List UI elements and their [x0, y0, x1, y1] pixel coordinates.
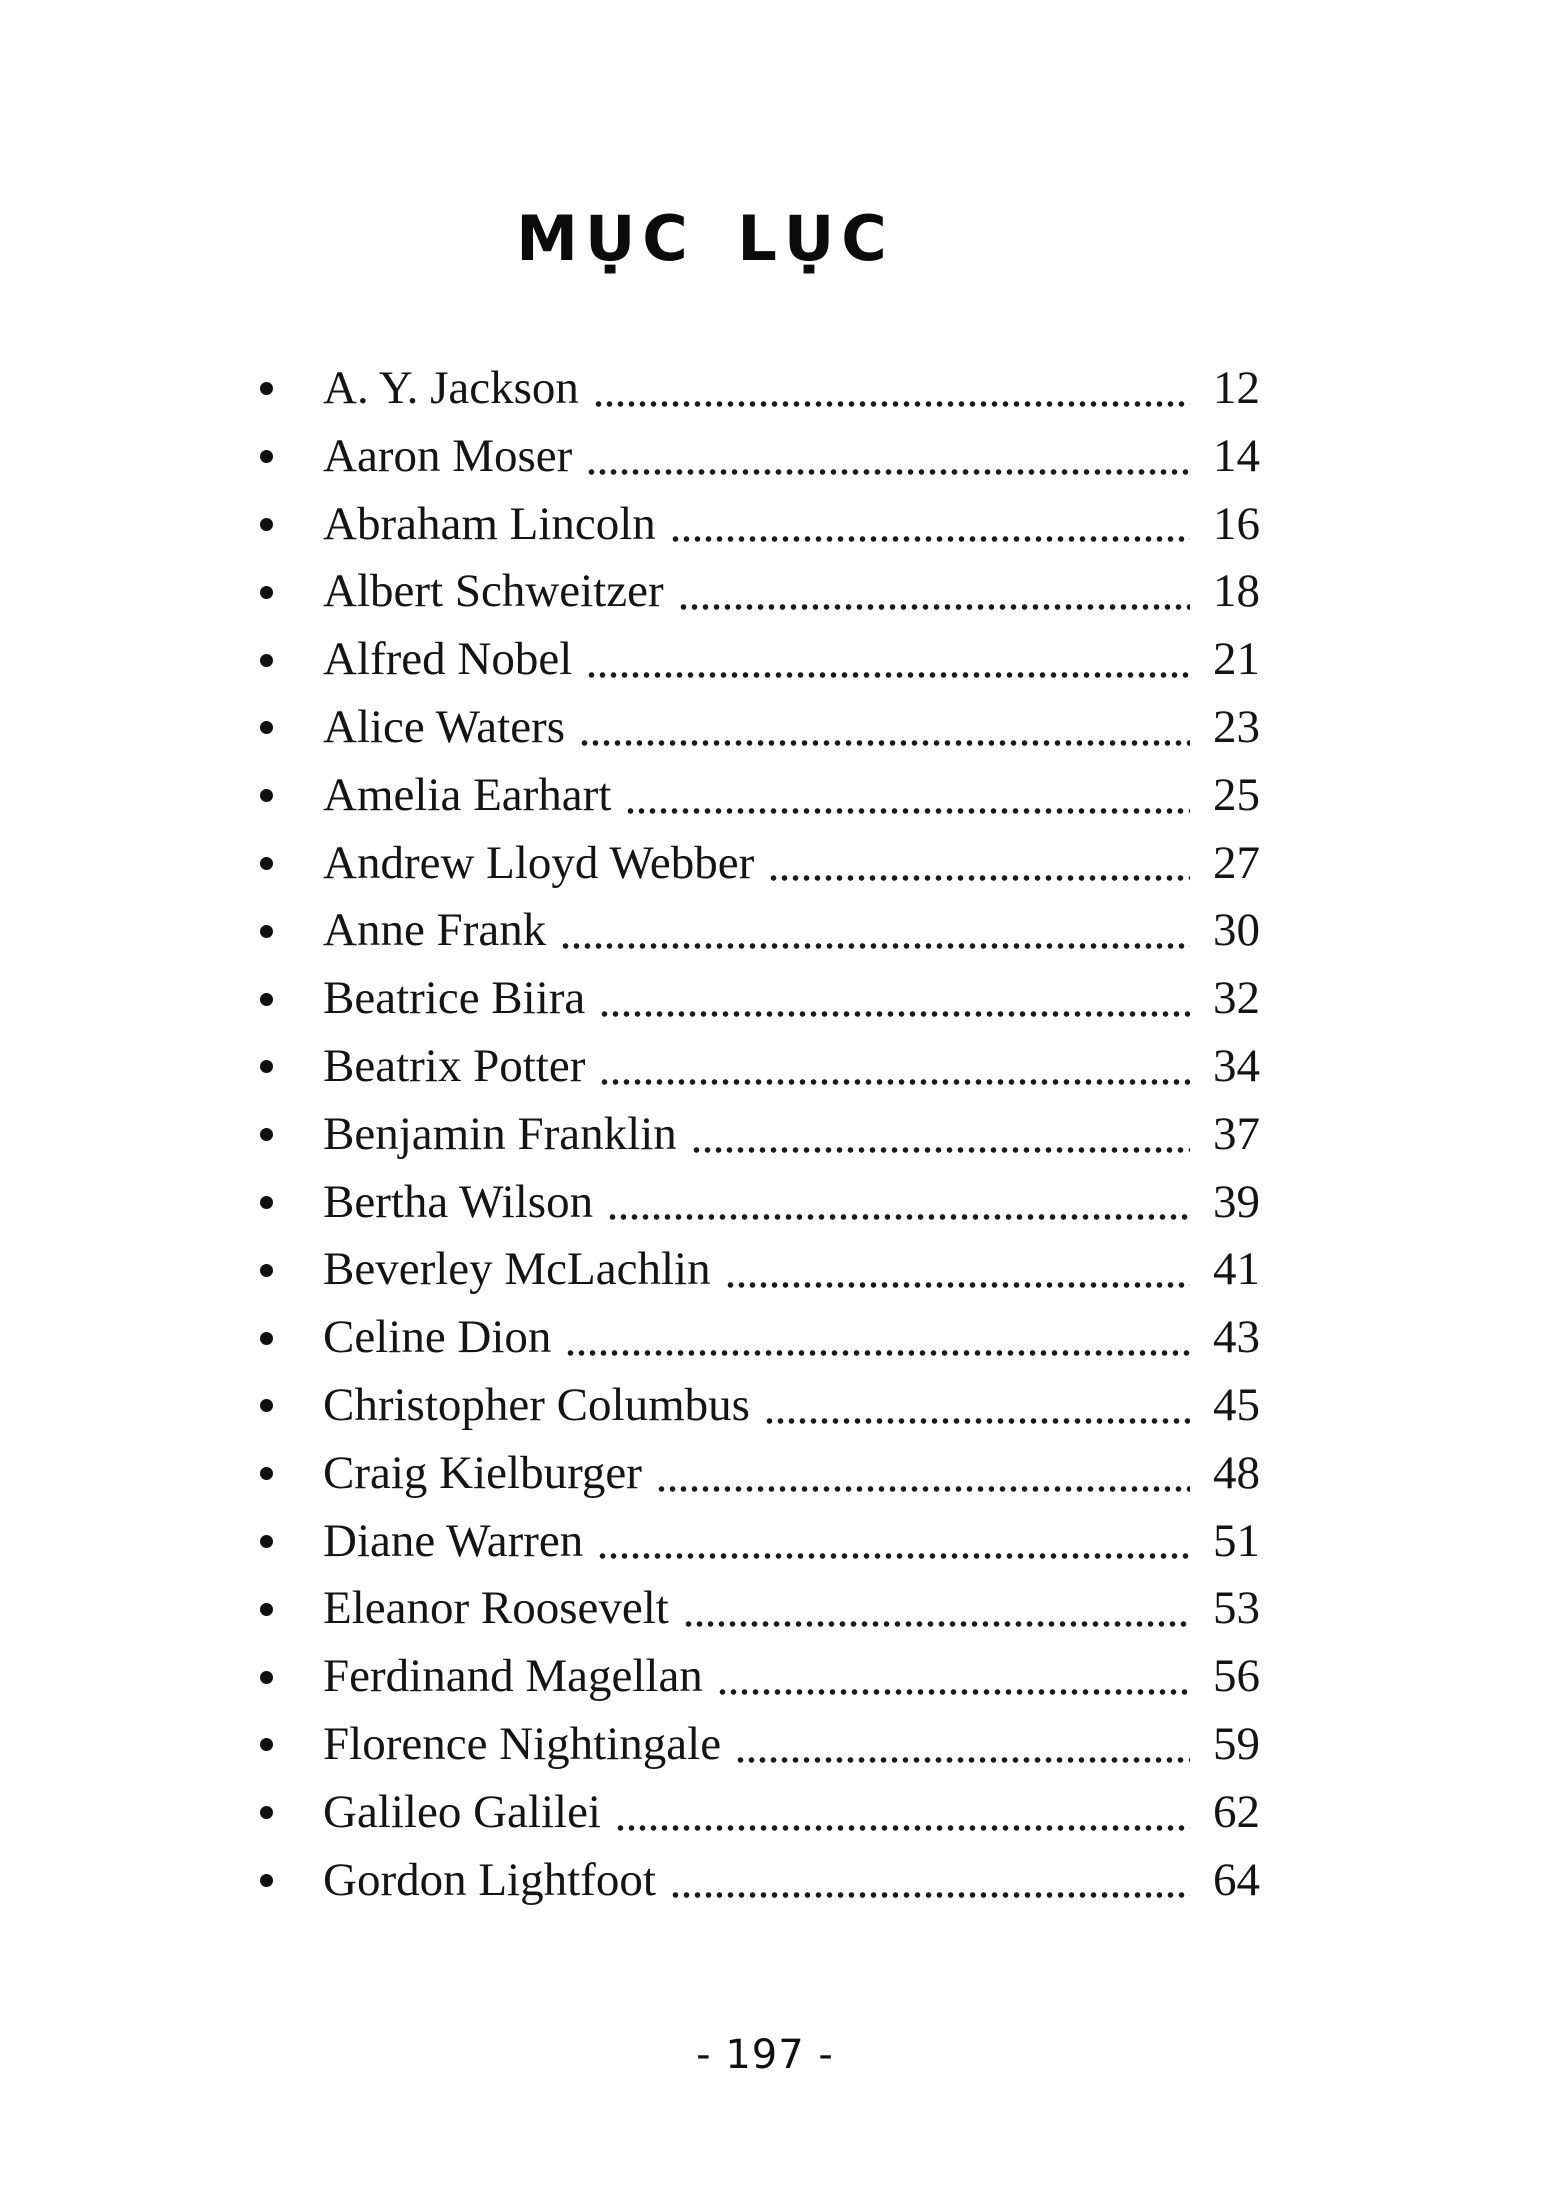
toc-entry-name: Beverley McLachlin	[323, 1243, 711, 1296]
toc-entry-page: 16	[1213, 497, 1260, 550]
toc-entry	[255, 1575, 1260, 1643]
dot-leader	[691, 1144, 1190, 1156]
bullet-icon	[260, 1603, 273, 1616]
dot-leader	[586, 466, 1190, 478]
dot-leader	[678, 601, 1190, 613]
toc-entry-name: Florence Nightingale	[323, 1717, 722, 1770]
toc-entry-page: 12	[1213, 362, 1260, 414]
toc-entry	[255, 355, 1260, 423]
dot-leader	[593, 398, 1190, 410]
dot-leader	[560, 940, 1190, 952]
bullet-icon	[260, 993, 273, 1006]
toc-entry-name: A. Y. Jackson	[323, 362, 579, 414]
toc-entry-name: Alice Waters	[323, 700, 565, 753]
toc-entry-name: Andrew Lloyd Webber	[323, 836, 755, 889]
toc-entry-name: Albert Schweitzer	[323, 565, 664, 618]
dot-leader	[607, 1211, 1190, 1223]
bullet-icon	[260, 721, 273, 734]
bullet-icon	[260, 1332, 273, 1345]
bullet-icon	[260, 857, 273, 870]
toc-entry-name: Christopher Columbus	[323, 1378, 750, 1431]
toc-entry-page: 27	[1213, 836, 1260, 889]
toc-entry	[255, 1101, 1260, 1169]
dot-leader	[565, 1347, 1190, 1359]
toc-entry-name: Benjamin Franklin	[323, 1107, 677, 1160]
toc-entry-name: Diane Warren	[323, 1514, 584, 1567]
toc-entry-page: 45	[1213, 1378, 1260, 1431]
toc-entry-name: Celine Dion	[323, 1311, 552, 1364]
toc-entry-page: 43	[1213, 1311, 1260, 1364]
toc-entry-page: 56	[1213, 1650, 1260, 1703]
folio-page-number: - 197 -	[696, 2032, 834, 2078]
toc-entry	[255, 1169, 1260, 1237]
bullet-icon	[260, 1738, 273, 1751]
bullet-icon	[260, 1874, 273, 1887]
bullet-icon	[260, 1060, 273, 1073]
toc-entry	[255, 830, 1260, 898]
toc-list	[255, 355, 1260, 1914]
toc-entry	[255, 1304, 1260, 1372]
toc-entry	[255, 1236, 1260, 1304]
dot-leader	[764, 1415, 1190, 1427]
bullet-icon	[260, 518, 273, 531]
toc-entry-page: 41	[1213, 1243, 1260, 1296]
dot-leader	[670, 533, 1190, 545]
dot-leader	[735, 1754, 1190, 1766]
toc-entry-page: 25	[1213, 768, 1260, 821]
toc-entry-page: 30	[1213, 904, 1260, 957]
toc-entry-name: Galileo Galilei	[323, 1785, 601, 1838]
toc-entry-page: 21	[1213, 633, 1260, 686]
toc-entry	[255, 1372, 1260, 1440]
dot-leader	[579, 737, 1190, 749]
toc-entry-name: Beatrice Biira	[323, 972, 586, 1025]
dot-leader	[586, 669, 1190, 681]
toc-entry-page: 34	[1213, 1039, 1260, 1092]
toc-entry	[255, 626, 1260, 694]
dot-leader	[725, 1279, 1190, 1291]
toc-entry-page: 14	[1213, 429, 1260, 482]
bullet-icon	[260, 382, 273, 395]
toc-entry	[255, 762, 1260, 830]
toc-entry	[255, 694, 1260, 762]
toc-entry-name: Alfred Nobel	[323, 633, 573, 686]
toc-entry-page: 51	[1213, 1514, 1260, 1567]
dot-leader	[670, 1889, 1190, 1901]
toc-entry	[255, 1440, 1260, 1508]
toc-entry	[255, 1508, 1260, 1576]
bullet-icon	[260, 450, 273, 463]
toc-entry-page: 53	[1213, 1582, 1260, 1635]
dot-leader	[625, 805, 1190, 817]
bullet-icon	[260, 925, 273, 938]
toc-entry-name: Amelia Earhart	[323, 768, 612, 821]
toc-entry-name: Gordon Lightfoot	[323, 1853, 656, 1906]
bullet-icon	[260, 789, 273, 802]
toc-entry	[255, 897, 1260, 965]
bullet-icon	[260, 1535, 273, 1548]
toc-entry	[255, 423, 1260, 491]
bullet-icon	[260, 586, 273, 599]
dot-leader	[615, 1822, 1190, 1834]
toc-entry-page: 23	[1213, 700, 1260, 753]
toc-entry	[255, 1711, 1260, 1779]
bullet-icon	[260, 1264, 273, 1277]
toc-entry-name: Craig Kielburger	[323, 1446, 642, 1499]
dot-leader	[599, 1008, 1190, 1020]
toc-entry	[255, 558, 1260, 626]
toc-entry	[255, 1847, 1260, 1915]
bullet-icon	[260, 1399, 273, 1412]
bullet-icon	[260, 654, 273, 667]
toc-entry-name: Abraham Lincoln	[323, 497, 656, 550]
toc-entry-name: Aaron Moser	[323, 429, 573, 482]
toc-entry-name: Ferdinand Magellan	[323, 1650, 703, 1703]
dot-leader	[597, 1550, 1190, 1562]
dot-leader	[656, 1483, 1190, 1495]
toc-entry-name: Anne Frank	[323, 904, 547, 957]
toc-entry-name: Eleanor Roosevelt	[323, 1582, 669, 1635]
toc-entry	[255, 1033, 1260, 1101]
dot-leader	[768, 872, 1190, 884]
toc-entry-name: Bertha Wilson	[323, 1175, 594, 1228]
toc-entry-page: 62	[1213, 1785, 1260, 1838]
dot-leader	[599, 1076, 1190, 1088]
toc-entry-page: 18	[1213, 565, 1260, 618]
bullet-icon	[260, 1671, 273, 1684]
toc-entry	[255, 1779, 1260, 1847]
toc-entry-page: 64	[1213, 1853, 1260, 1906]
dot-leader	[683, 1618, 1190, 1630]
bullet-icon	[260, 1196, 273, 1209]
toc-entry-page: 37	[1213, 1107, 1260, 1160]
page-title: MỤC LỤC	[516, 202, 894, 275]
bullet-icon	[260, 1806, 273, 1819]
bullet-icon	[260, 1128, 273, 1141]
dot-leader	[717, 1686, 1190, 1698]
toc-entry-page: 48	[1213, 1446, 1260, 1499]
bullet-icon	[260, 1467, 273, 1480]
toc-entry	[255, 965, 1260, 1033]
toc-entry	[255, 1643, 1260, 1711]
toc-entry	[255, 491, 1260, 559]
toc-entry-name: Beatrix Potter	[323, 1039, 586, 1092]
toc-entry-page: 39	[1213, 1175, 1260, 1228]
toc-entry-page: 32	[1213, 972, 1260, 1025]
toc-entry-page: 59	[1213, 1717, 1260, 1770]
